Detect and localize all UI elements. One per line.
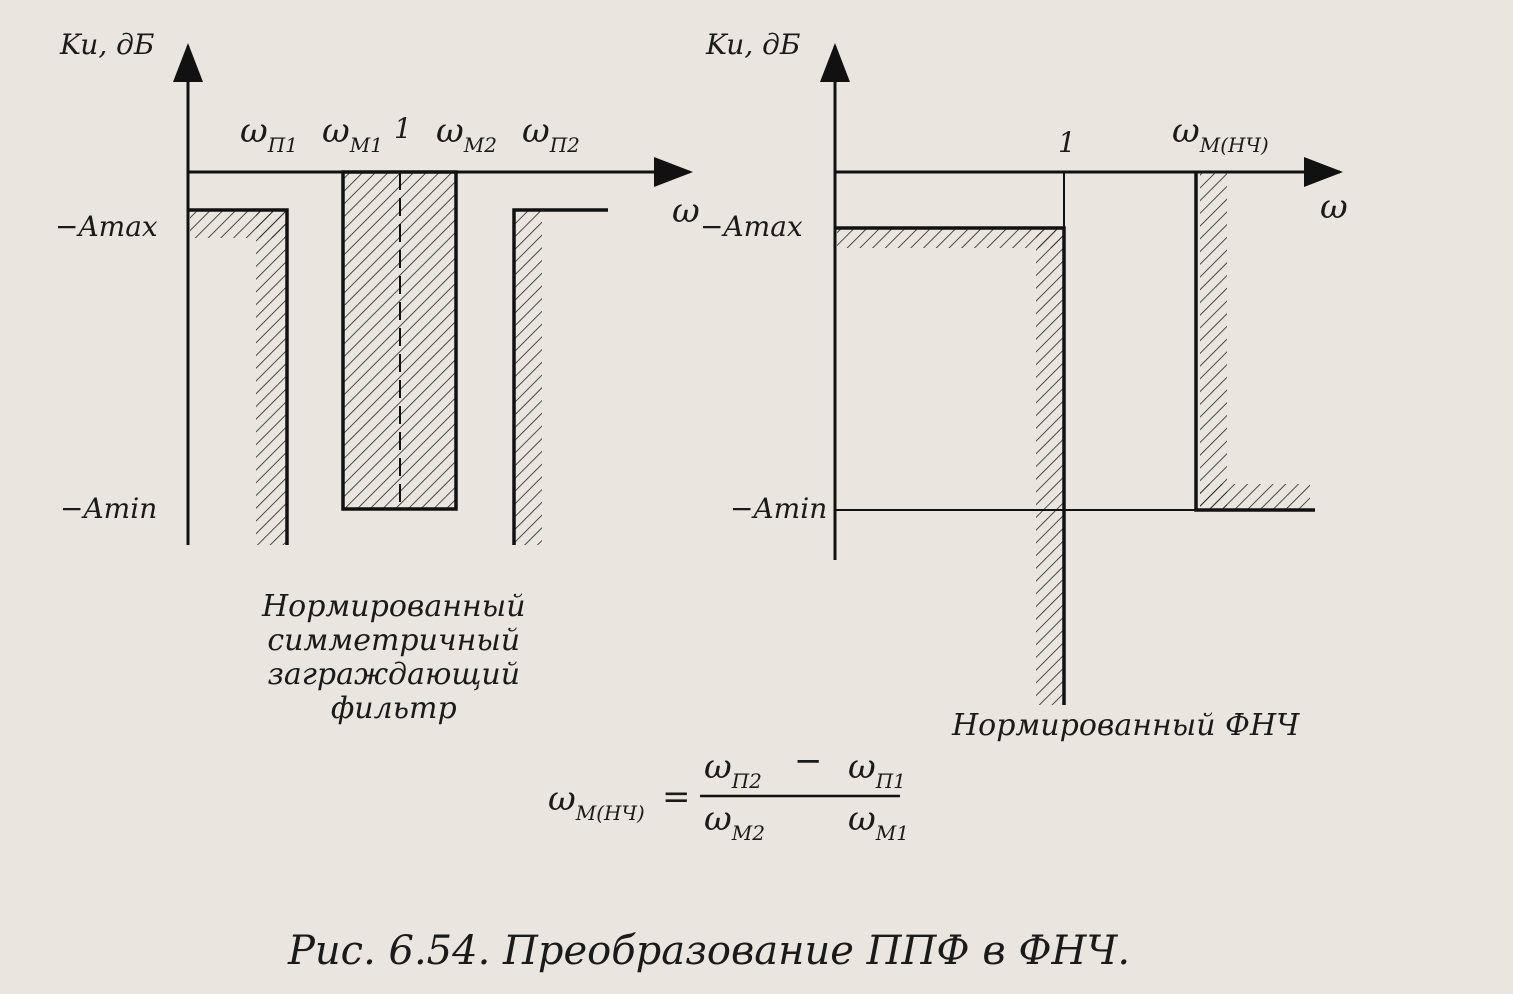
- left-hatch-pass2-vert: [514, 210, 542, 545]
- figure-caption: Рис. 6.54. Преобразование ППФ в ФНЧ.: [288, 928, 1131, 974]
- left-hatch-pass1-vert: [256, 210, 287, 545]
- left-caption-line-1: Нормированный: [262, 589, 526, 624]
- formula-minus: −: [794, 741, 823, 781]
- formula-den-b: $\omega_{M1}$: [848, 799, 909, 845]
- right-caption: Нормированный ФНЧ: [952, 708, 1300, 743]
- left-caption-line-2: симметричный: [267, 623, 521, 658]
- left-caption-line-3: заграждающий: [267, 657, 521, 692]
- right-diagram: [700, 28, 1348, 705]
- left-amin-label: −Amin: [60, 492, 158, 525]
- right-x-axis-label: ω: [1320, 187, 1348, 227]
- right-pass-edge: [835, 228, 1064, 705]
- right-freq-m: $\omega_{M(НЧ)}$: [1172, 111, 1269, 157]
- left-caption-line-4: фильтр: [330, 691, 457, 726]
- right-hatch-pass-vert: [1036, 228, 1064, 705]
- right-hatch-pass: [837, 228, 1064, 248]
- freq-label-one: 1: [394, 112, 412, 145]
- right-amax-label: −Amax: [700, 210, 803, 243]
- left-freq-labels: [240, 111, 580, 157]
- left-amax-label: −Amax: [55, 210, 158, 243]
- freq-label-p1: $\omega_{П1}$: [240, 111, 298, 157]
- left-diagram: [55, 28, 700, 545]
- formula-den-a: $\omega_{M2}$: [704, 799, 765, 845]
- formula-equals: =: [662, 777, 691, 817]
- freq-label-m2: $\omega_{M2}$: [436, 111, 497, 157]
- formula-lhs: $\omega_{M(НЧ)}$: [548, 779, 645, 825]
- left-caption: [262, 590, 526, 726]
- right-freq-one: 1: [1058, 126, 1076, 159]
- right-amin-label: −Amin: [730, 492, 828, 525]
- freq-label-m1: $\omega_{M1}$: [322, 111, 383, 157]
- left-y-axis-label: Ku, дБ: [60, 28, 155, 61]
- formula: [548, 741, 909, 845]
- freq-label-p2: $\omega_{П2}$: [522, 111, 580, 157]
- formula-num-b: $\omega_{П1}$: [848, 747, 906, 793]
- right-hatch-stop-bottom: [1200, 484, 1310, 510]
- left-x-axis-label: ω: [672, 191, 700, 231]
- right-y-axis-label: Ku, дБ: [706, 28, 801, 61]
- formula-num-a: $\omega_{П2}$: [704, 747, 762, 793]
- right-hatch-stop: [1200, 172, 1227, 510]
